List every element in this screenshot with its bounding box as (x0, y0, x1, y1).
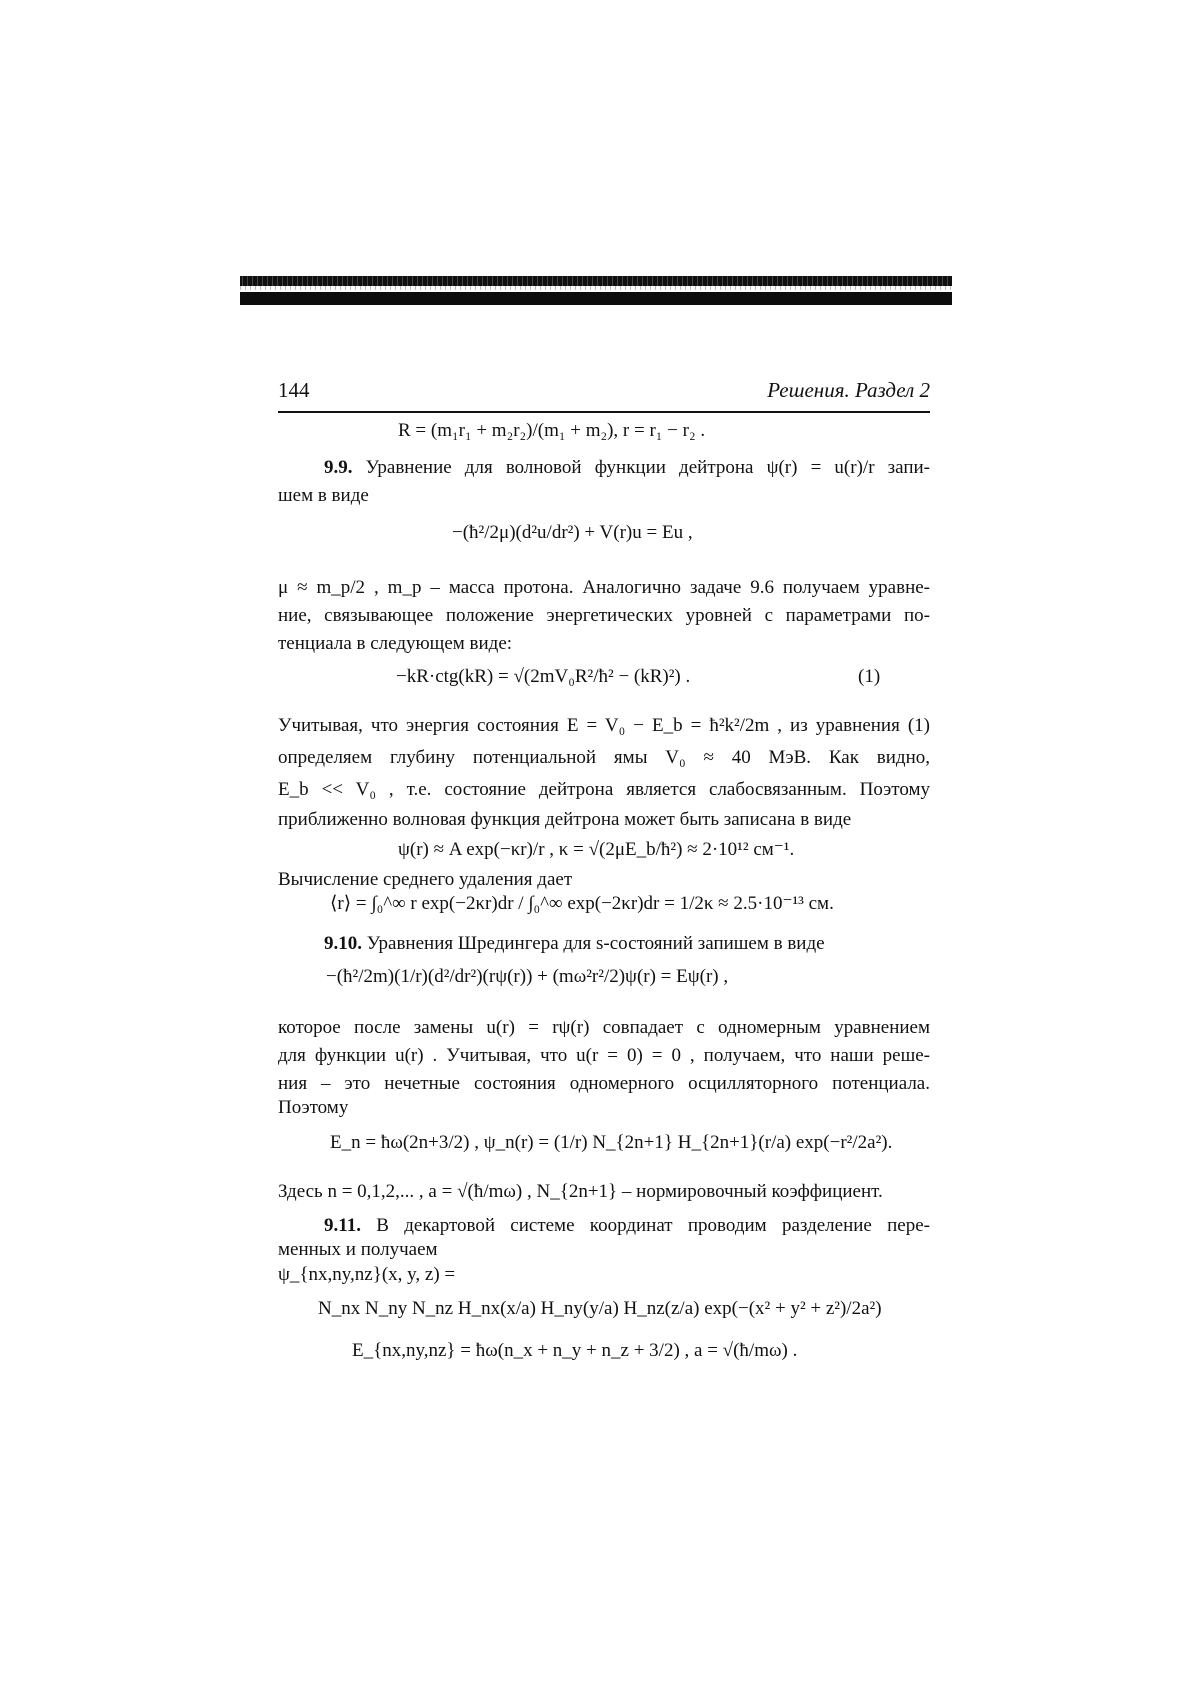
paragraph-9-11-intro: 9.11. В декартовой системе координат проводим разделение пере- (324, 1215, 931, 1236)
problem-number-9-10: 9.10. (324, 933, 362, 954)
paragraph-line: шем в виде (278, 485, 369, 506)
paragraph-line: приближенно волновая функция дейтрона может быть записана в виде (278, 809, 852, 830)
header-band-thick (240, 292, 952, 305)
paragraph-line: тенциала в следующем виде: (278, 633, 513, 654)
equation-wavefunction: ψ(r) ≈ A exp(−κr)/r , κ = √(2μE_b/ħ²) ≈ 2·10¹² см⁻¹. (398, 839, 795, 860)
equation-schrodinger-s: −(ħ²/2m)(1/r)(d²/dr²)(rψ(r)) + (mω²r²/2)ψ(r) = Eψ(r) , (326, 966, 729, 987)
paragraph-line: определяем глубину потенциальной ямы V₀ ≈ 40 МэВ. Как видно, (278, 747, 930, 768)
paragraph-line: менных и получаем (278, 1239, 438, 1260)
page-number: 144 (278, 378, 310, 402)
equation-psi3d-rhs: N_nx N_ny N_nz H_nx(x/a) H_ny(y/a) H_nz(z/a) exp(−(x² + y² + z²)/2a²) (318, 1298, 882, 1319)
paragraph-line: которое после замены u(r) = rψ(r) совпадает с одномерным уравнением (278, 1017, 930, 1038)
paragraph-line: для функции u(r) . Учитывая, что u(r = 0) = 0 , получаем, что наши реше- (278, 1045, 930, 1066)
equation-center-of-mass: R = (m₁r₁ + m₂r₂)/(m₁ + m₂), r = r₁ − r₂ . (398, 420, 706, 441)
header-rule (278, 411, 930, 413)
problem-number-9-9: 9.9. (324, 457, 353, 478)
header-band-dots (240, 286, 952, 290)
equation-deuteron-schrodinger: −(ħ²/2μ)(d²u/dr²) + V(r)u = Eu , (452, 522, 693, 543)
paragraph-line: ния – это нечетные состояния одномерного осцилляторного потенциала. (278, 1073, 930, 1094)
paragraph-line: Учитывая, что энергия состояния E = V₀ − E_b = ħ²k²/2m , из уравнения (1) (278, 715, 930, 736)
paragraph-9-9-intro: 9.9. Уравнение для волновой функции дейтрона ψ(r) = u(r)/r запи- (324, 457, 930, 478)
paragraph-line: ние, связывающее положение энергетических уровней с параметрами по- (278, 605, 930, 626)
paragraph-line: μ ≈ m_p/2 , m_p – масса протона. Аналогично задаче 9.6 получаем уравне- (278, 577, 930, 598)
header-band (240, 276, 952, 286)
running-title: Решения. Раздел 2 (767, 378, 930, 402)
problem-number-9-11: 9.11. (324, 1215, 361, 1236)
paragraph-line: Здесь n = 0,1,2,... , a = √(ħ/mω) , N_{2n+1} – нормировочный коэффициент. (278, 1181, 883, 1202)
equation-psi3d-lhs: ψ_{nx,ny,nz}(x, y, z) = (278, 1264, 456, 1285)
equation-1: −kR·ctg(kR) = √(2mV₀R²/ħ² − (kR)²) . (396, 666, 691, 687)
equation-number-1: (1) (858, 666, 881, 687)
equation-energy-1d: E_n = ħω(2n+3/2) , ψ_n(r) = (1/r) N_{2n+1} H_{2n+1}(r/a) exp(−r²/2a²). (330, 1132, 893, 1153)
running-header (278, 378, 930, 412)
equation-mean-r: ⟨r⟩ = ∫₀^∞ r exp(−2κr)dr / ∫₀^∞ exp(−2κr)dr = 1/2κ ≈ 2.5·10⁻¹³ см. (330, 893, 834, 914)
paragraph-9-10-intro: 9.10. Уравнения Шредингера для s-состояний запишем в виде (324, 933, 825, 954)
paragraph-line: Поэтому (278, 1097, 349, 1118)
paragraph-line: Вычисление среднего удаления дает (278, 869, 573, 890)
paragraph-line: E_b << V₀ , т.е. состояние дейтрона является слабосвязанным. Поэтому (278, 779, 930, 800)
equation-energy-3d: E_{nx,ny,nz} = ħω(n_x + n_y + n_z + 3/2) , a = √(ħ/mω) . (352, 1340, 798, 1361)
